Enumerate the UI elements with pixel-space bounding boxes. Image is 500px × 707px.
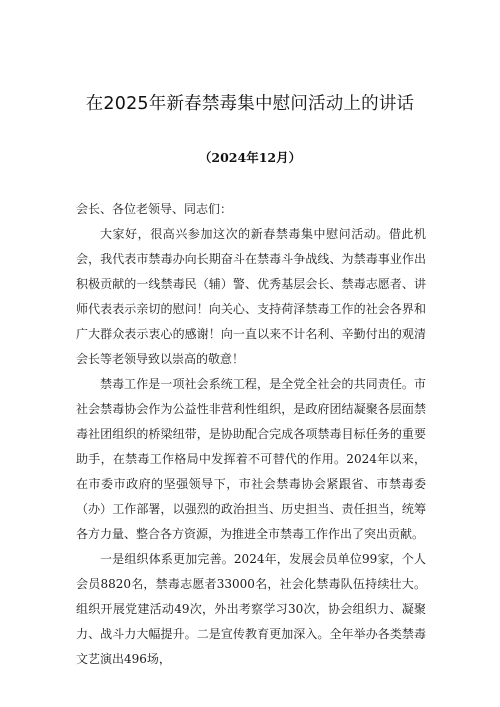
salutation: 会长、各位老领导、同志们： — [76, 202, 233, 216]
paragraph-achievements: 一是组织体系更加完善。2024年，发展会员单位99家，个人会员8820名，禁毒志愿者33000名，社会化禁毒队伍持续壮大。组织开展党建活动49次，外出考察学习30次，协会组织力、凝聚力、战斗力大幅提升。二是宣传教育更加深入。全年举办各类禁毒文艺演出496场， — [76, 552, 426, 666]
document-title: 在2025年新春禁毒集中慰问活动上的讲话 — [85, 94, 415, 114]
document-body — [76, 197, 426, 672]
paragraph-greeting: 大家好，很高兴参加这次的新春禁毒集中慰问活动。借此机会，我代表市禁毒办向长期奋斗在禁毒斗争战线、为禁毒事业作出积极贡献的一线禁毒民（辅）警、优秀基层会长、禁毒志愿者、讲师代表表示亲切的慰问！向关心、支持荷泽禁毒工作的社会各界和广大群众表示衷心的感谢！向一直以来不计名利、辛勤付出的观清会长等老领导致以崇高的敬意！ — [76, 227, 426, 366]
paragraph-association-role: 禁毒工作是一项社会系统工程，是全党全社会的共同责任。市社会禁毒协会作为公益性非营利性组织，是政府团结凝聚各层面禁毒社团组织的桥梁纽带，是协助配合完成各项禁毒目标任务的重要助手，在禁毒工作格局中发挥着不可替代的作用。2024年以来，在市委市政府的坚强领导下，市社会禁毒协会紧跟省、市禁毒委（办）工作部署，以强烈的政治担当、历史担当、责任担当，统筹各方力量、整合各方资源，为推进全市禁毒工作作出了突出贡献。 — [76, 377, 426, 541]
document-date: （2024年12月） — [198, 150, 302, 165]
